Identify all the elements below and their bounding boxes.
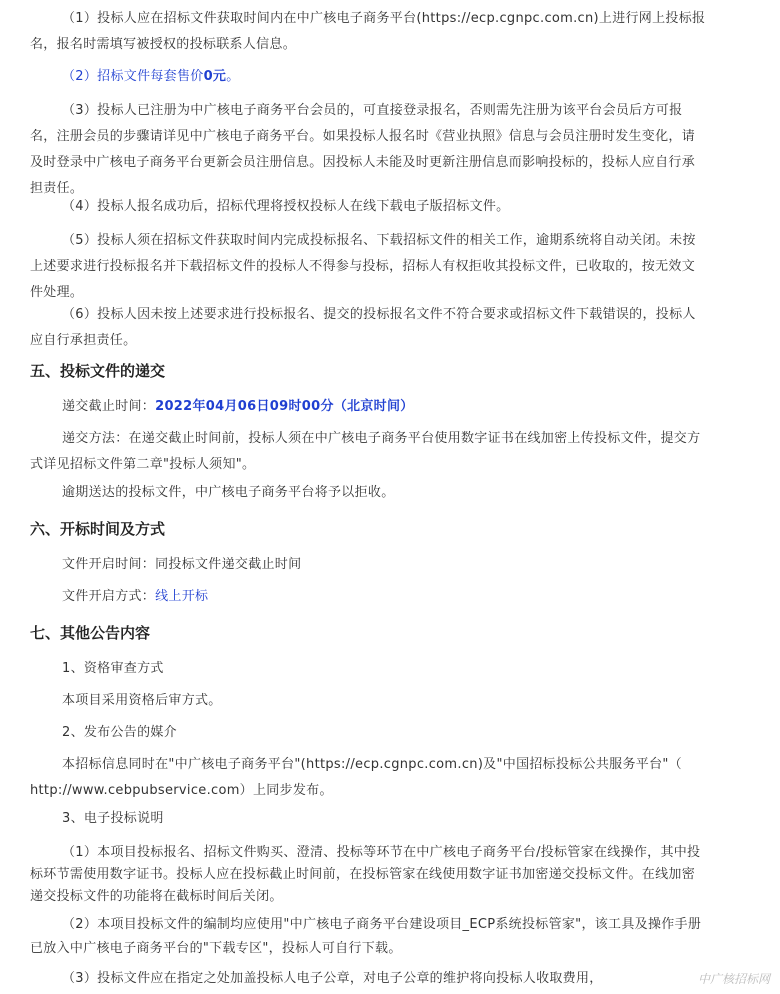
- item2-title: 2、发布公告的媒介: [62, 725, 177, 740]
- item3-title: 3、电子投标说明: [62, 811, 164, 826]
- para1-line2: 名，报名时需填写被授权的投标联系人信息。: [30, 37, 297, 52]
- open-method-label: 文件开启方式：: [62, 589, 156, 604]
- para3-line3: 及时登录中广核电子商务平台更新会员注册信息。因投标人未能及时更新注册信息而影响投标的，投标人应自行承: [30, 155, 696, 170]
- open-method-value: 线上开标: [155, 589, 209, 604]
- para6-line1: （6）投标人因未按上述要求进行投标报名、提交的投标报名文件不符合要求或招标文件下载错误的，投标人: [62, 307, 696, 322]
- item3-p1-line3: 递交投标文件的功能将在截标时间后关闭。: [30, 889, 283, 904]
- section5-deadline: [62, 394, 414, 420]
- item3-p1-line1: （1）本项目投标报名、招标文件购买、澄清、投标等环节在中广核电子商务平台/投标管家在线操作，其中投: [62, 845, 701, 860]
- item1-text: 本项目采用资格后审方式。: [62, 693, 222, 708]
- para1-line1: （1）投标人应在招标文件获取时间内在中广核电子商务平台(https://ecp.cgnpc.com.cn)上进行网上投标报: [62, 11, 706, 26]
- item2-line1: 本招标信息同时在"中广核电子商务平台"(https://ecp.cgnpc.com.cn)及"中国招标投标公共服务平台"（: [62, 757, 682, 772]
- para2-prefix: （2）招标文件每套售价: [62, 69, 204, 84]
- item2-line2: http://www.cebpubservice.com）上同步发布。: [30, 783, 333, 798]
- item3-p2-line2: 已放入中广核电子商务平台的"下载专区"，投标人可自行下载。: [30, 941, 402, 956]
- para2-price: 0元: [203, 69, 227, 84]
- para3-line4: 担责任。: [30, 181, 84, 196]
- section5-method-line2: 式详见招标文件第二章"投标人须知"。: [30, 457, 256, 472]
- section6-title: 六、开标时间及方式: [30, 520, 166, 538]
- section6-open-time: 文件开启时间：同投标文件递交截止时间: [62, 557, 302, 572]
- para5-line3: 件处理。: [30, 285, 84, 300]
- section6-open-method: [62, 584, 208, 610]
- section5-method-line1: 递交方法：在递交截止时间前，投标人须在中广核电子商务平台使用数字证书在线加密上传投标文件，提交方: [62, 431, 701, 446]
- para4: （4）投标人报名成功后，招标代理将授权投标人在线下载电子版招标文件。: [62, 199, 510, 214]
- para5-line2: 上述要求进行投标报名并下载招标文件的投标人不得参与投标，招标人有权拒收其投标文件，已收取的，按无效文: [30, 259, 696, 274]
- deadline-value: 2022年04月06日09时00分（北京时间）: [155, 399, 414, 414]
- para6-line2: 应自行承担责任。: [30, 333, 137, 348]
- para3-line1: （3）投标人已注册为中广核电子商务平台会员的，可直接登录报名，否则需先注册为该平台会员后方可报: [62, 103, 683, 118]
- watermark: 中广核招标网: [697, 972, 770, 986]
- para2-suffix: 。: [226, 69, 240, 84]
- section5-title: 五、投标文件的递交: [30, 362, 166, 380]
- section7-title: 七、其他公告内容: [30, 624, 151, 642]
- item3-p3-line1: （3）投标文件应在指定之处加盖投标人电子公章，对电子公章的维护将向投标人收取费用，: [62, 971, 603, 986]
- para3-line2: 名，注册会员的步骤请详见中广核电子商务平台。如果投标人报名时《营业执照》信息与会员注册时发生变化，请: [30, 129, 696, 144]
- para5-line1: （5）投标人须在招标文件获取时间内完成投标报名、下载招标文件的相关工作，逾期系统将自动关闭。未按: [62, 233, 696, 248]
- deadline-label: 递交截止时间：: [62, 399, 156, 414]
- item1-title: 1、资格审查方式: [62, 661, 164, 676]
- section5-late: 逾期送达的投标文件，中广核电子商务平台将予以拒收。: [62, 485, 395, 500]
- item3-p2-line1: （2）本项目投标文件的编制均应使用"中广核电子商务平台建设项目_ECP系统投标管家"，该工具及操作手册: [62, 917, 702, 932]
- item3-p1-line2: 标环节需使用数字证书。投标人应在投标截止时间前，在投标管家在线使用数字证书加密递交投标文件。在线加密: [30, 867, 696, 882]
- para2-price-line: [62, 64, 240, 90]
